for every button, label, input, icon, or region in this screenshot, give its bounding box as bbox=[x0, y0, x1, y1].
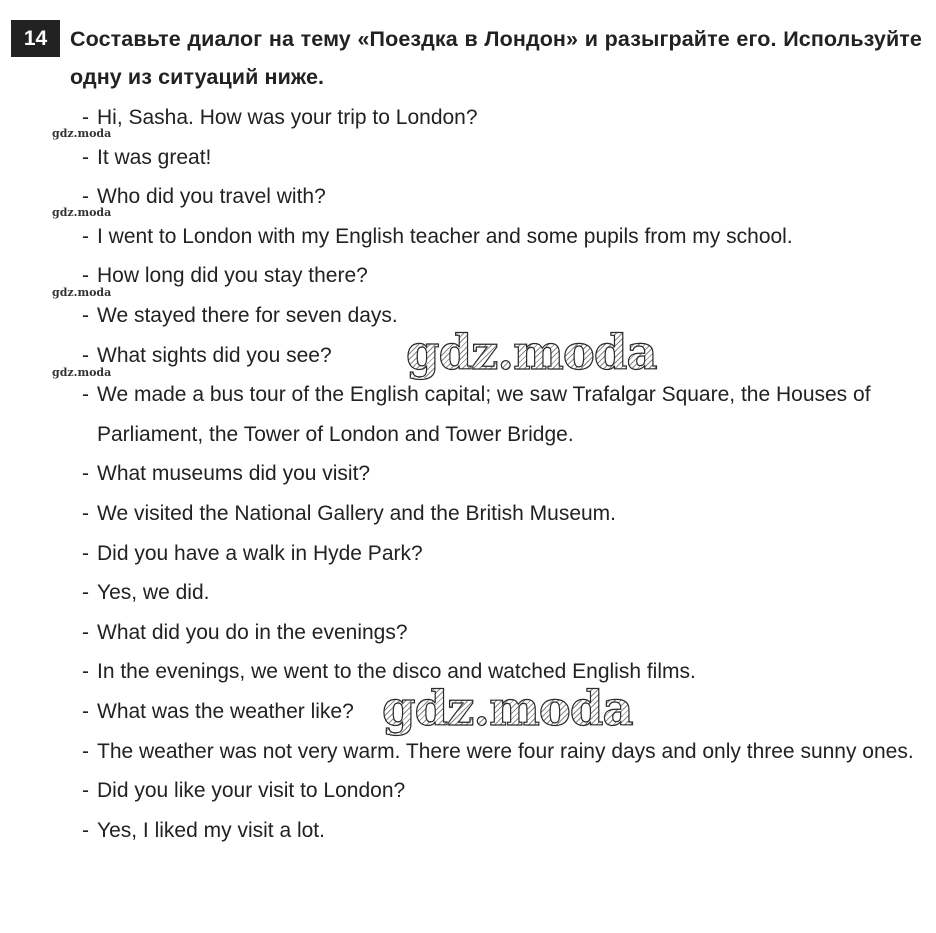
dialog-text: We made a bus tour of the English capital; we saw Trafalgar Square, the Houses of Parliament, the Tower of London and Tower Bridge. bbox=[97, 383, 871, 446]
dialog-text: In the evenings, we went to the disco and watched English films. bbox=[97, 660, 696, 684]
dialog-text: Did you have a walk in Hyde Park? bbox=[97, 541, 423, 565]
dialog-text: I went to London with my English teacher and some pupils from my school. bbox=[97, 224, 793, 248]
dialog-line bbox=[82, 98, 924, 138]
dialog-text: What museums did you visit? bbox=[97, 462, 371, 486]
dialog-dash: - bbox=[82, 501, 89, 525]
dialog-line bbox=[82, 217, 924, 257]
dialog-line bbox=[82, 256, 924, 296]
dialog-dash: - bbox=[82, 264, 89, 288]
dialog-dash: - bbox=[82, 581, 89, 605]
dialog-dash: - bbox=[82, 779, 89, 803]
watermark-small: gdz.moda bbox=[52, 127, 112, 140]
dialog-text: The weather was not very warm. There were four rainy days and only three sunny ones. bbox=[97, 739, 914, 763]
dialog-dash: - bbox=[82, 620, 89, 644]
dialog-line bbox=[82, 534, 924, 574]
dialog-text: We stayed there for seven days. bbox=[97, 303, 398, 327]
dialog-line bbox=[82, 177, 924, 217]
dialog-dash: - bbox=[82, 145, 89, 169]
dialog-dash: - bbox=[82, 660, 89, 684]
dialog-dash: - bbox=[82, 739, 89, 763]
watermark-small: gdz.moda bbox=[52, 206, 112, 219]
dialog-dash: - bbox=[82, 343, 89, 367]
dialog-dash: - bbox=[82, 818, 89, 842]
dialog-text: Yes, I liked my visit a lot. bbox=[97, 818, 325, 842]
dialog-line bbox=[82, 613, 924, 653]
dialog-line bbox=[82, 573, 924, 613]
dialog-text: What sights did you see? bbox=[97, 343, 332, 367]
dialog-dash: - bbox=[82, 699, 89, 723]
dialog-text: Who did you travel with? bbox=[97, 185, 326, 209]
dialog-dash: - bbox=[82, 106, 89, 129]
dialog-text: How long did you stay there? bbox=[97, 264, 368, 288]
dialog-line bbox=[82, 454, 924, 494]
dialog-line bbox=[82, 494, 924, 534]
dialog-text: What was the weather like? bbox=[97, 699, 354, 723]
dialog-text: Did you like your visit to London? bbox=[97, 779, 406, 803]
dialog-dash: - bbox=[82, 224, 89, 248]
watermark-large: gdz.moda bbox=[406, 325, 657, 381]
dialog-line bbox=[82, 732, 924, 772]
dialog-line bbox=[82, 811, 924, 851]
dialog-text: What did you do in the evenings? bbox=[97, 620, 408, 644]
dialog-line bbox=[82, 138, 924, 178]
watermark-small: gdz.moda bbox=[52, 366, 112, 379]
dialog-line bbox=[82, 771, 924, 811]
dialog-line bbox=[82, 375, 924, 454]
dialog-text: We visited the National Gallery and the British Museum. bbox=[97, 501, 617, 525]
watermark-small: gdz.moda bbox=[52, 286, 112, 299]
task-number-badge: 14 bbox=[11, 20, 60, 57]
task-title: Составьте диалог на тему «Поездка в Лондон» и разыграйте его. Используйте одну из ситуаций ниже. bbox=[70, 27, 922, 89]
dialog-dash: - bbox=[82, 185, 89, 209]
dialog-text: It was great! bbox=[97, 145, 212, 169]
dialog-dash: - bbox=[82, 383, 89, 407]
dialog-text: Hi, Sasha. How was your trip to London? bbox=[97, 106, 478, 129]
dialog-list bbox=[82, 98, 924, 850]
dialog-text: Yes, we did. bbox=[97, 581, 210, 605]
dialog-dash: - bbox=[82, 303, 89, 327]
dialog-dash: - bbox=[82, 541, 89, 565]
dialog-dash: - bbox=[82, 462, 89, 486]
watermark-large: gdz.moda bbox=[382, 681, 633, 737]
